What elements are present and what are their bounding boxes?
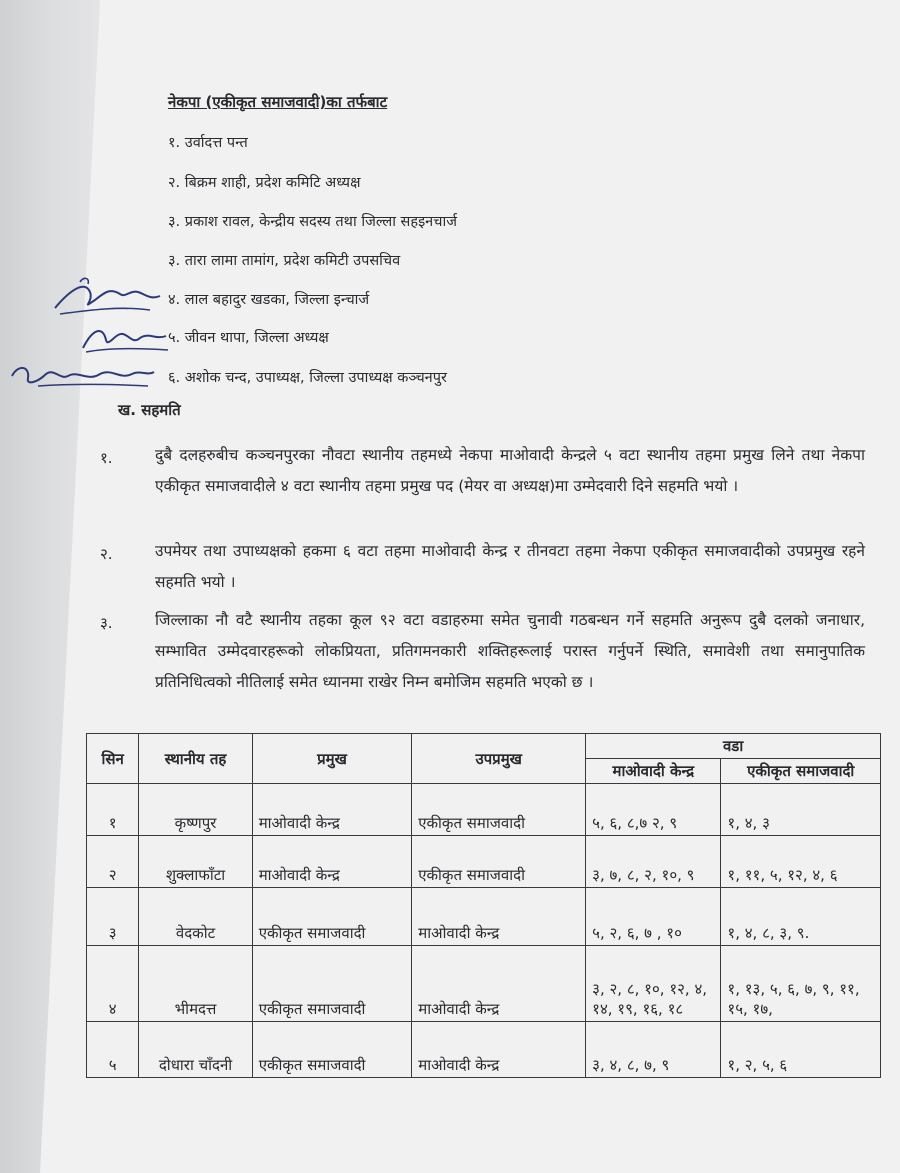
cell-ward-unified: १, २, ५, ६ (721, 1022, 881, 1078)
agreement-heading: ख. सहमति (118, 401, 181, 419)
cell-local-level: कृष्णपुर (139, 784, 252, 836)
cell-local-level: वेदकोट (139, 888, 252, 946)
cell-chief: माओवादी केन्द्र (252, 784, 412, 836)
paragraph-number: १. (100, 449, 113, 467)
representative-item: ३. तारा लामा तामांग, प्रदेश कमिटी उपसचिव (168, 253, 401, 269)
representative-item: १. उर्वादत्त पन्त (168, 135, 248, 151)
signature-2 (78, 318, 173, 358)
representative-item: ४. लाल बहादुर खडका, जिल्ला इन्चार्ज (168, 292, 370, 308)
cell-local-level: दोधारा चाँदनी (139, 1022, 252, 1078)
cell-sn: २ (87, 836, 139, 888)
paragraph-text: जिल्लाका नौ वटै स्थानीय तहका कूल ९२ वटा वडाहरुमा समेत चुनावी गठबन्धन गर्ने सहमति अनुरूप दुबै दलको जनाधार, सम्भावित उम्मेदवारहरूको लोकप्रियता, प्रतिगमनकारी शक्तिहरूलाई परास्त गर्नुपर्ने स्थिति, समावेशी तथा समानुपातिक प्रतिनिधित्वको नीतिलाई समेत ध्यानमा राखेर निम्न बमोजिम सहमति भएको छ । (155, 611, 865, 691)
table-row (87, 946, 881, 1022)
table-row (87, 836, 881, 888)
paragraph-text: उपमेयर तथा उपाध्यक्षको हकमा ६ वटा तहमा माओवादी केन्द्र र तीनवटा तहमा नेकपा एकीकृत समाजवादीको उपप्रमुख रहने सहमति भयो । (155, 542, 865, 591)
paragraph-number: २. (100, 545, 113, 563)
cell-ward-unified: १, ४, ३ (721, 784, 881, 836)
representatives-heading: नेकपा (एकीकृत समाजवादी)का तर्फबाट (168, 93, 388, 111)
cell-deputy: माओवादी केन्द्र (412, 1022, 586, 1078)
cell-sn: ४ (87, 946, 139, 1022)
signature-1 (50, 270, 170, 320)
header-ward-unified: एकीकृत समाजवादी (721, 759, 881, 784)
cell-deputy: माओवादी केन्द्र (412, 946, 586, 1022)
header-local-level: स्थानीय तह (139, 734, 252, 784)
table-header-row (87, 734, 881, 759)
cell-chief: माओवादी केन्द्र (252, 836, 412, 888)
cell-deputy: एकीकृत समाजवादी (412, 836, 586, 888)
representative-item: ६. अशोक चन्द, उपाध्यक्ष, जिल्ला उपाध्यक्ष कञ्चनपुर (168, 370, 447, 386)
header-deputy: उपप्रमुख (412, 734, 586, 784)
cell-chief: एकीकृत समाजवादी (252, 888, 412, 946)
header-sn: सिन (87, 734, 139, 784)
representative-item: ५. जीवन थापा, जिल्ला अध्यक्ष (168, 330, 329, 346)
cell-chief: एकीकृत समाजवादी (252, 946, 412, 1022)
cell-ward-unified: १, १३, ५, ६, ७, ९, ११, १५, १७, (721, 946, 881, 1022)
cell-chief: एकीकृत समाजवादी (252, 1022, 412, 1078)
representative-item: २. बिक्रम शाही, प्रदेश कमिटि अध्यक्ष (168, 175, 361, 191)
cell-ward-maoist: ३, २, ८, १०, १२, ४, १४, १९, १६, १८ (586, 946, 721, 1022)
cell-ward-unified: १, ११, ५, १२, ४, ६ (721, 836, 881, 888)
header-ward: वडा (586, 734, 881, 759)
cell-ward-maoist: ५, ६, ८,७ २, ९ (586, 784, 721, 836)
signature-3 (8, 356, 158, 396)
cell-sn: ५ (87, 1022, 139, 1078)
cell-local-level: शुक्लाफाँटा (139, 836, 252, 888)
table-row (87, 888, 881, 946)
cell-local-level: भीमदत्त (139, 946, 252, 1022)
cell-deputy: एकीकृत समाजवादी (412, 784, 586, 836)
table-row (87, 784, 881, 836)
header-ward-maoist: माओवादी केन्द्र (586, 759, 721, 784)
cell-ward-unified: १, ४, ८, ३, ९. (721, 888, 881, 946)
representative-item: ३. प्रकाश रावल, केन्द्रीय सदस्य तथा जिल्ला सहइनचार्ज (168, 214, 457, 230)
paragraph-number: ३. (100, 614, 113, 632)
cell-sn: १ (87, 784, 139, 836)
table-row (87, 1022, 881, 1078)
paragraph-text: दुबै दलहरुबीच कञ्चनपुरका नौवटा स्थानीय तहमध्ये नेकपा माओवादी केन्द्रले ५ वटा स्थानीय तहमा प्रमुख लिने तथा नेकपा एकीकृत समाजवादीले ४ वटा स्थानीय तहमा प्रमुख पद (मेयर वा अध्यक्ष)मा उम्मेदवारी दिने सहमति भयो । (155, 446, 865, 495)
cell-sn: ३ (87, 888, 139, 946)
cell-ward-maoist: ५, २, ६, ७ , १० (586, 888, 721, 946)
cell-ward-maoist: ३, ४, ८, ७, ९ (586, 1022, 721, 1078)
header-chief: प्रमुख (252, 734, 412, 784)
cell-ward-maoist: ३, ७, ८, २, १०, ९ (586, 836, 721, 888)
cell-deputy: माओवादी केन्द्र (412, 888, 586, 946)
seat-sharing-table (86, 733, 881, 1078)
